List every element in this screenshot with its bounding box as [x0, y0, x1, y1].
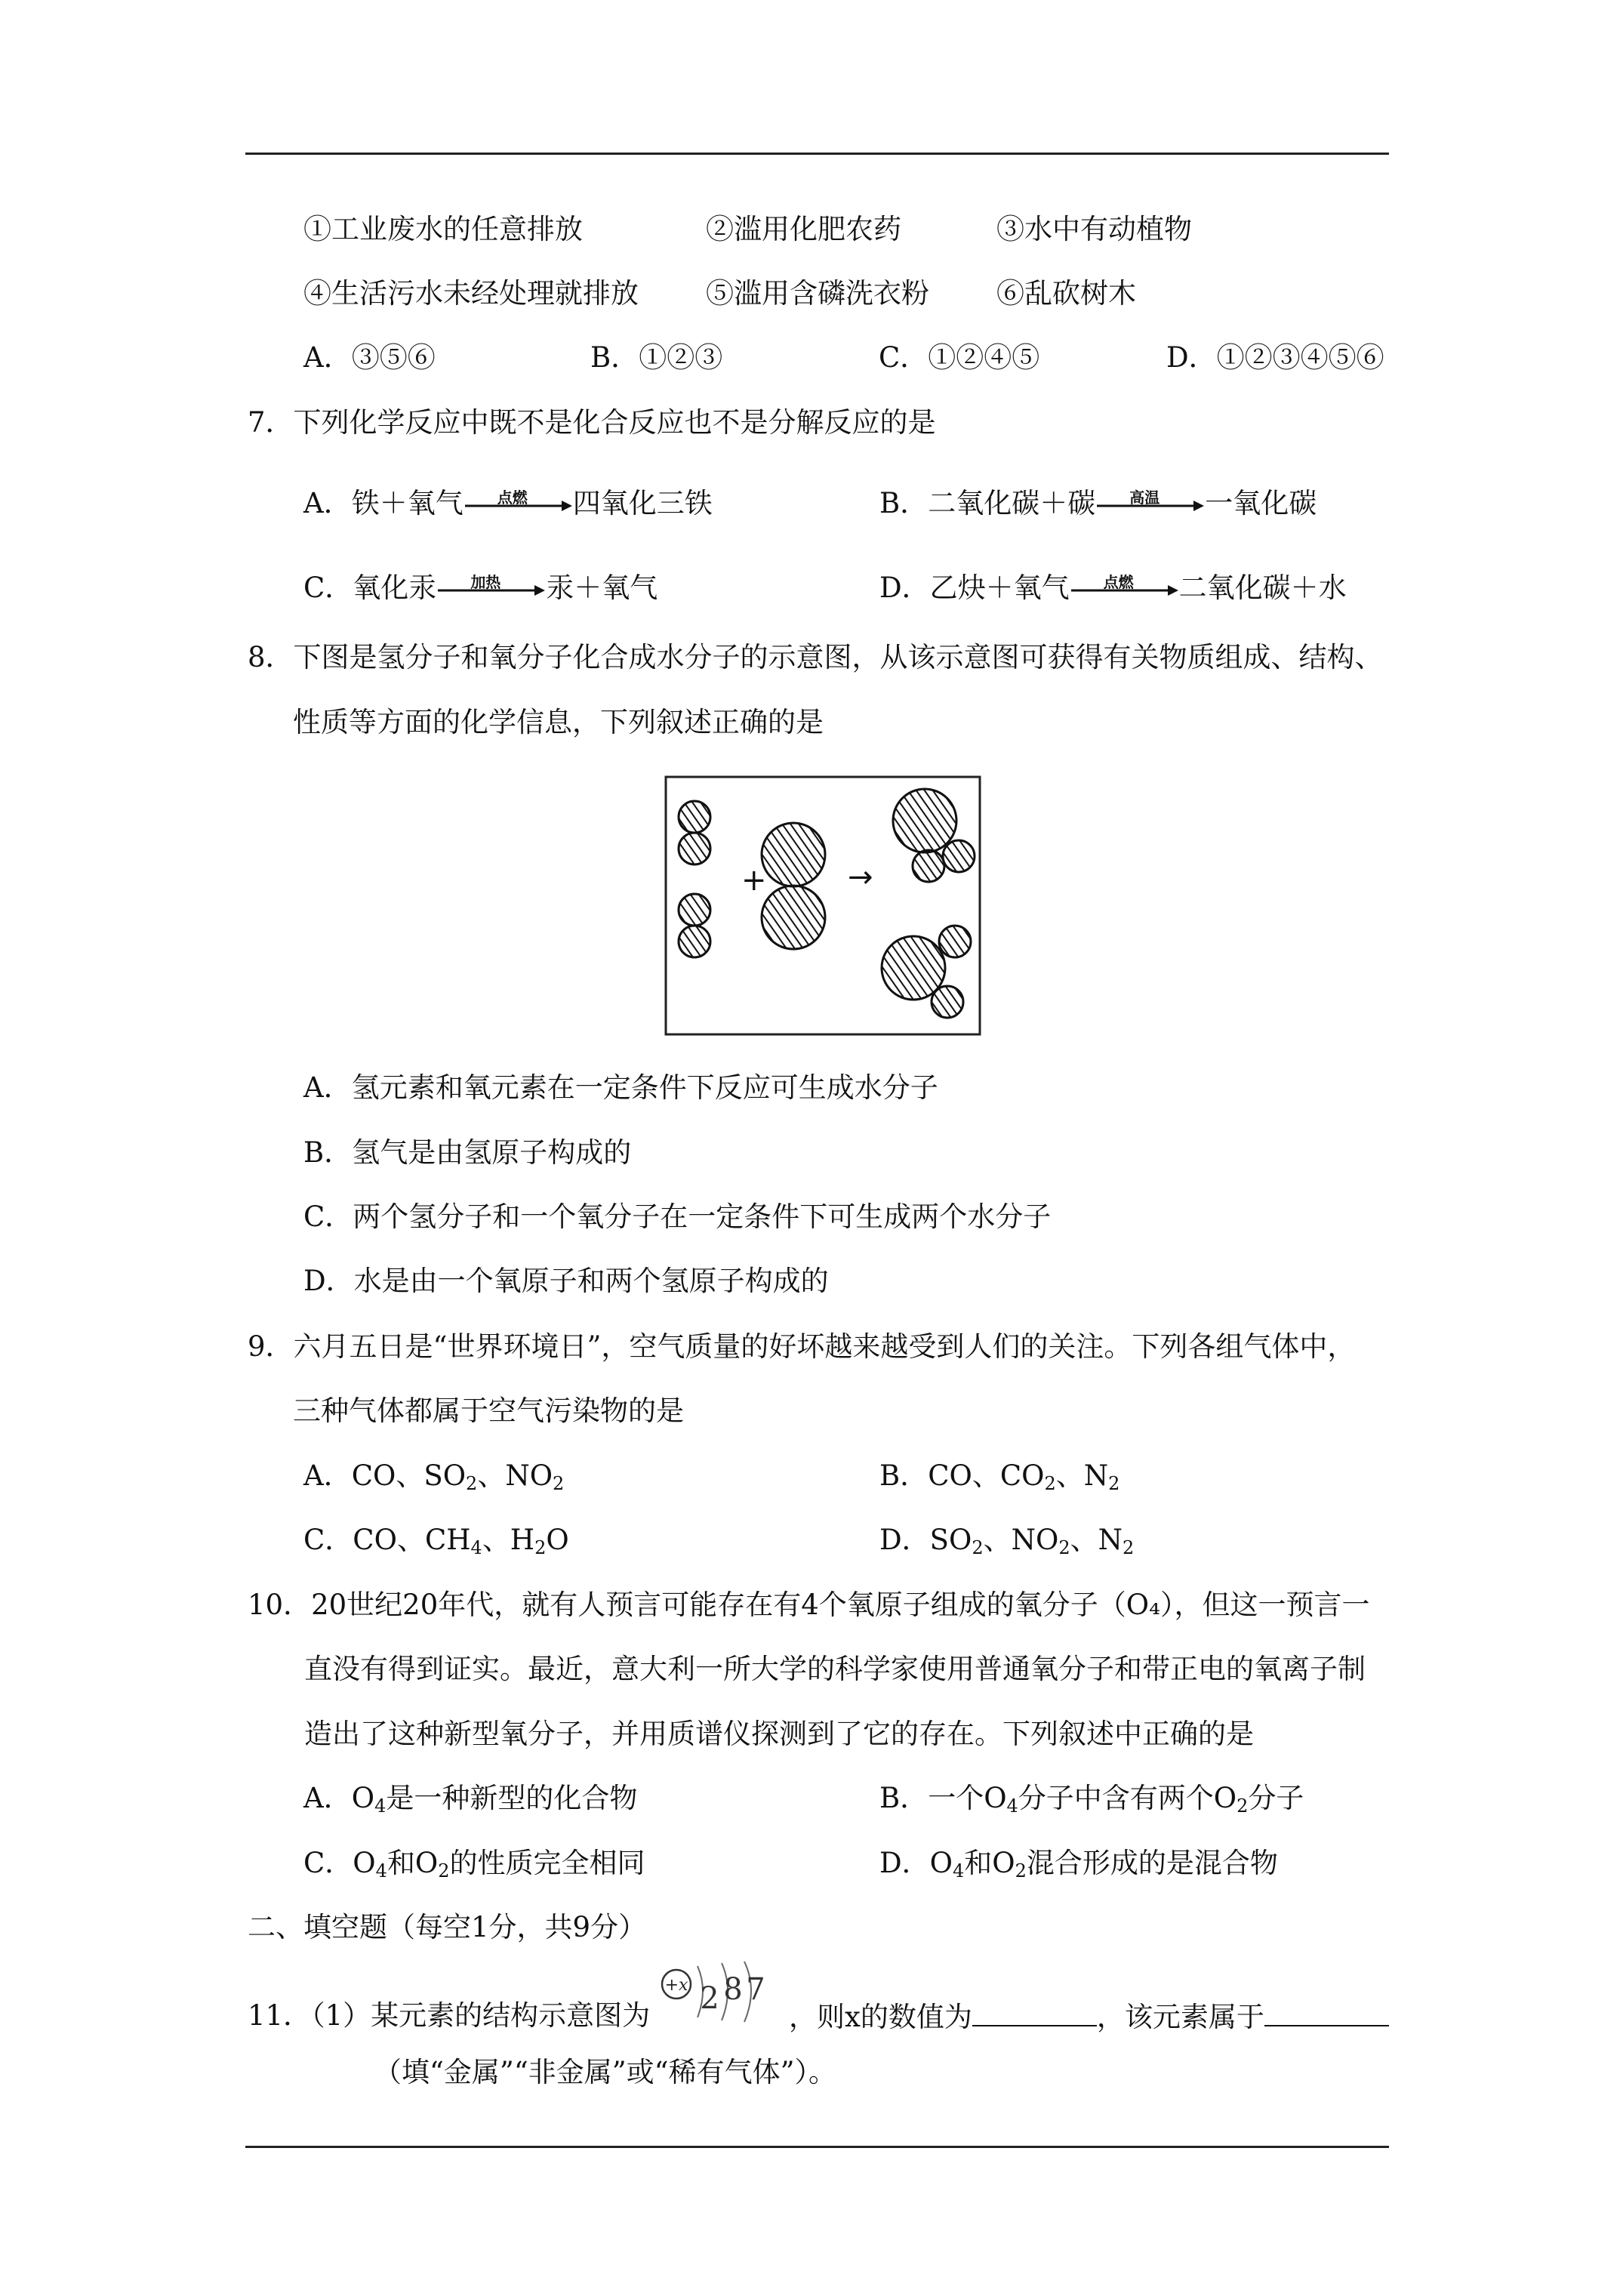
reaction-arrow-icon — [1095, 487, 1205, 520]
q8-stem-line1: 8．下图是氢分子和氧分子化合成水分子的示意图，从该示意图可获得有关物质组成、结构、 — [248, 641, 1383, 673]
q8-option-c: C．两个氢分子和一个氧分子在一定条件下可生成两个水分子 — [303, 1200, 1052, 1233]
atom-nucleus-label: +x — [664, 1976, 688, 1995]
q7-a-reactants: A．铁＋氧气 — [303, 487, 463, 519]
q6-item-4: ④生活污水未经处理就排放 — [303, 277, 639, 310]
q7-a-products: 四氧化三铁 — [572, 487, 713, 519]
q10-stem-line1: 10．20世纪20年代，就有人预言可能存在有4个氧原子组成的氧分子（O₄），但这一预言一 — [248, 1589, 1370, 1621]
q7-b-reactants: B．二氧化碳＋碳 — [879, 487, 1096, 519]
q7-a-condition: 点燃 — [497, 488, 528, 507]
electron-shell-3: 7 — [746, 1972, 765, 2007]
q6-item-1: ①工业废水的任意排放 — [303, 213, 583, 245]
q7-d-condition: 点燃 — [1103, 573, 1134, 591]
q7-c-reactants: C．氧化汞 — [303, 572, 437, 604]
q7-option-c — [303, 572, 658, 605]
q11-x-label: ，则x的数值为 — [789, 2001, 972, 2033]
q7-option-a — [303, 487, 713, 520]
q7-b-products: 一氧化碳 — [1205, 487, 1317, 519]
q11-part1-line2: （填“金属”“非金属”或“稀有气体”）。 — [374, 2056, 836, 2088]
q10-option-a: A．$O_4$是一种新型的化合物 — [303, 1782, 638, 1817]
q11-x-answer-blank[interactable] — [972, 1999, 1097, 2026]
q11-part1-prefix: 11．（1）某元素的结构示意图为 — [248, 1999, 651, 2032]
q7-option-b — [879, 487, 1317, 520]
q10-stem-line3: 造出了这种新型氧分子，并用质谱仪探测到了它的存在。下列叙述中正确的是 — [304, 1718, 1254, 1750]
q11-part1-middle — [789, 1999, 1389, 2034]
diagram-arrow: → — [848, 860, 873, 895]
atom-structure-diagram — [655, 1960, 776, 2028]
q6-item-6: ⑥乱砍树木 — [996, 277, 1136, 310]
electron-shell-2: 8 — [723, 1972, 743, 2007]
q7-c-condition: 加热 — [470, 573, 501, 591]
q6-item-5: ⑤滥用含磷洗衣粉 — [706, 277, 929, 310]
q9-stem-line1: 9．六月五日是“世界环境日”，空气质量的好坏越来越受到人们的关注。下列各组气体中， — [248, 1330, 1356, 1363]
q6-item-3: ③水中有动植物 — [996, 213, 1192, 245]
q11-category-label: ，该元素属于 — [1096, 2001, 1264, 2033]
q7-stem: 7．下列化学反应中既不是化合反应也不是分解反应的是 — [248, 406, 936, 439]
diagram-plus-sign: + — [741, 863, 767, 898]
q6-option-a: A．③⑤⑥ — [303, 341, 436, 374]
q6-option-c: C．①②④⑤ — [879, 341, 1040, 374]
q10-stem-line2: 直没有得到证实。最近，意大利一所大学的科学家使用普通氧分子和带正电的氧离子制 — [304, 1653, 1366, 1685]
q8-option-a: A．氢元素和氧元素在一定条件下反应可生成水分子 — [303, 1071, 938, 1104]
reaction-arrow-icon — [436, 572, 546, 605]
q10-option-c: C．$O_4$和$O_2$的性质完全相同 — [303, 1847, 645, 1881]
molecule-reaction-diagram — [664, 775, 981, 1036]
q7-d-reactants: D．乙炔＋氧气 — [879, 572, 1070, 604]
q7-d-products: 二氧化碳＋水 — [1178, 572, 1347, 604]
q6-option-b: B．①②③ — [590, 341, 723, 374]
q9-option-d: D．$SO_2$、$NO_2$、$N_2$ — [879, 1524, 1135, 1558]
q7-option-d — [879, 572, 1347, 605]
q9-option-b: B．CO、$CO_2$、$N_2$ — [879, 1459, 1120, 1494]
q6-item-2: ②滥用化肥农药 — [706, 213, 901, 245]
q9-option-c: C．CO、$CH_4$、$H_2O$ — [303, 1524, 569, 1558]
reaction-arrow-icon — [463, 487, 573, 520]
header-rule — [245, 153, 1389, 155]
footer-rule — [245, 2146, 1389, 2148]
q11-category-answer-blank[interactable] — [1264, 1999, 1389, 2026]
q8-stem-line2: 性质等方面的化学信息，下列叙述正确的是 — [293, 706, 824, 738]
q9-option-a: A．CO、$SO_2$、$NO_2$ — [303, 1459, 565, 1494]
q7-b-condition: 高温 — [1129, 488, 1160, 507]
q10-option-b: B．一个$O_4$分子中含有两个$O_2$分子 — [879, 1782, 1304, 1817]
q7-c-products: 汞＋氧气 — [546, 572, 658, 604]
q10-option-d: D．$O_4$和$O_2$混合形成的是混合物 — [879, 1847, 1278, 1881]
q8-option-b: B．氢气是由氢原子构成的 — [303, 1136, 632, 1169]
electron-shell-1: 2 — [700, 1981, 719, 2016]
section-2-heading: 二、填空题（每空1分，共9分） — [248, 1911, 647, 1943]
q8-option-d: D．水是由一个氧原子和两个氢原子构成的 — [303, 1265, 829, 1297]
q9-stem-line2: 三种气体都属于空气污染物的是 — [293, 1395, 684, 1427]
q6-option-d: D．①②③④⑤⑥ — [1166, 341, 1384, 374]
reaction-arrow-icon — [1070, 572, 1179, 605]
